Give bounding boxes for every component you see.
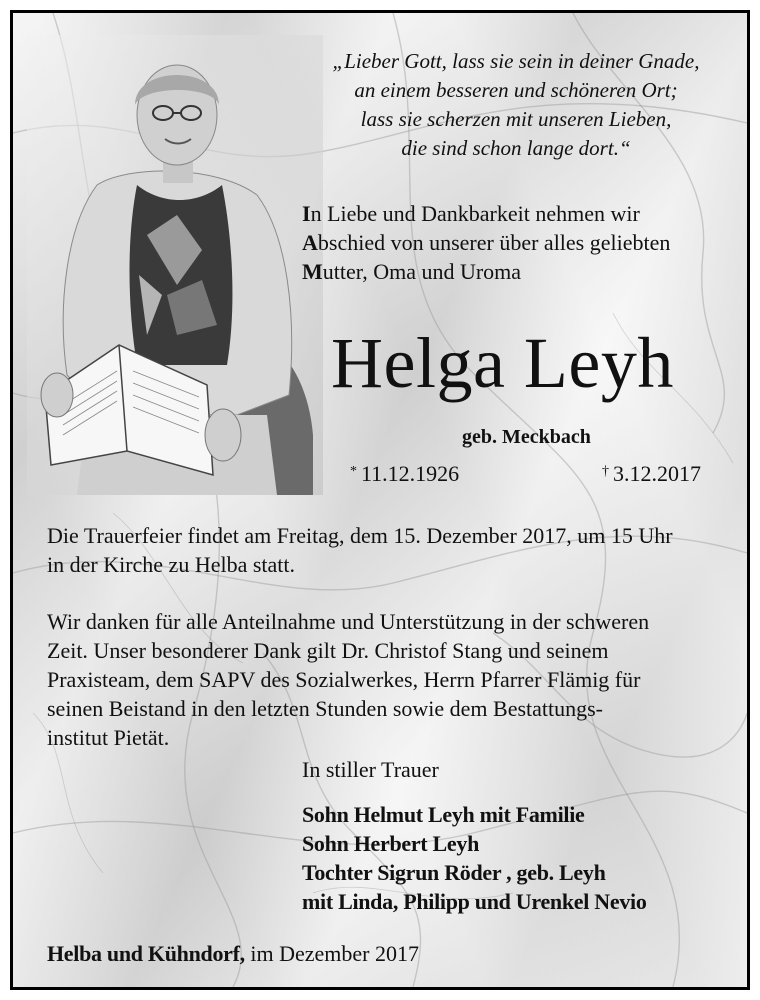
cross-symbol: †: [602, 464, 609, 479]
intro-text: utter, Oma und Uroma: [322, 259, 522, 284]
text-line: institut Pietät.: [47, 725, 170, 750]
farewell-intro: [302, 199, 670, 286]
mourner-entry: Tochter Sigrun Röder , geb. Leyh: [302, 860, 606, 885]
text-line: seinen Beistand in den letzten Stunden sowie dem Bestattungs-: [47, 696, 604, 721]
text-line: in der Kirche zu Helba statt.: [47, 552, 296, 577]
quote-line: die sind schon lange dort.“: [401, 136, 631, 160]
portrait-photo: [27, 35, 323, 495]
intro-line: [302, 199, 670, 228]
thanks-paragraph: [47, 607, 737, 752]
birth-date-line: [350, 461, 459, 487]
text-line: Praxisteam, dem SAPV des Sozialwerkes, Herrn Pfarrer Flämig für: [47, 667, 641, 692]
intro-initial: A: [302, 230, 318, 255]
intro-initial: M: [302, 259, 323, 284]
place-names: Helba und Kühndorf,: [47, 941, 245, 966]
intro-line: [302, 257, 670, 286]
text-line: Wir danken für alle Anteilnahme und Unterstützung in der schweren: [47, 609, 650, 634]
quote-line: „Lieber Gott, lass sie sein in deiner Gnade,: [332, 49, 700, 73]
obituary-card: [10, 10, 750, 990]
quote-line: an einem besseren und schöneren Ort;: [354, 78, 678, 102]
deceased-name: Helga Leyh: [331, 323, 674, 403]
mourner-entry: Sohn Helmut Leyh mit Familie: [302, 802, 585, 827]
intro-text: bschied von unserer über alles geliebten: [317, 230, 671, 255]
funeral-announcement: [47, 521, 737, 579]
text-line: Zeit. Unser besonderer Dank gilt Dr. Christof Stang und seinem: [47, 638, 609, 663]
intro-line: [302, 228, 670, 257]
memorial-quote: [283, 47, 749, 163]
maiden-name: geb. Meckbach: [462, 426, 591, 448]
birth-date: 11.12.1926: [361, 461, 460, 486]
death-date: 3.12.2017: [613, 461, 701, 486]
mourner-entry: Sohn Herbert Leyh: [302, 831, 480, 856]
intro-text: n Liebe und Dankbarkeit nehmen wir: [310, 201, 640, 226]
birth-symbol: *: [350, 464, 357, 479]
text-line: Die Trauerfeier findet am Freitag, dem 15. Dezember 2017, um 15 Uhr: [47, 523, 673, 548]
intro-initial: I: [302, 201, 311, 226]
mourners-list: [302, 800, 647, 916]
mourning-heading: In stiller Trauer: [302, 757, 439, 782]
announcement-date: im Dezember 2017: [250, 941, 419, 966]
quote-line: lass sie scherzen mit unseren Lieben,: [360, 107, 672, 131]
mourner-entry: mit Linda, Philipp und Urenkel Nevio: [302, 889, 647, 914]
place-date-line: [47, 941, 419, 967]
death-date-line: [602, 461, 701, 487]
